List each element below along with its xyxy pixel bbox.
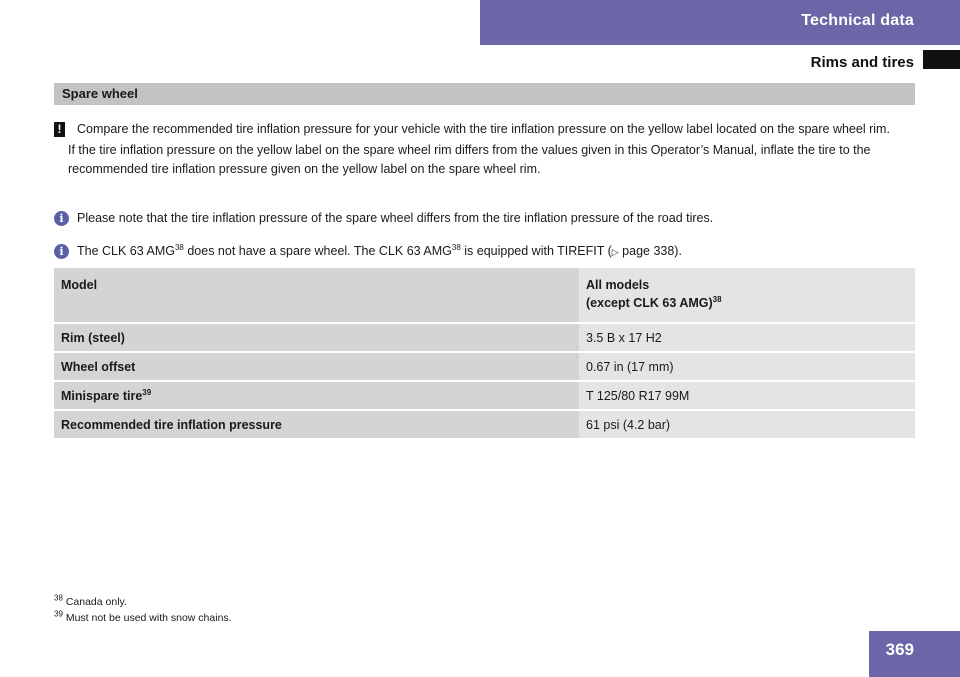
chapter-title: Technical data: [801, 12, 914, 29]
exclamation-icon: !: [54, 122, 65, 137]
info-icon: i: [54, 244, 69, 259]
table-row: Rim (steel) 3.5 B x 17 H2: [54, 323, 915, 352]
table-row: Wheel offset 0.67 in (17 mm): [54, 352, 915, 381]
info-text-1: Please note that the tire inflation pressure of the spare wheel differs from the tire inflation pressure of the road tires.: [77, 211, 714, 225]
warning-note: [54, 120, 916, 179]
table-header-row: [54, 268, 915, 323]
info-icon: i: [54, 211, 69, 226]
footnotes: [54, 594, 232, 626]
info-note-1: [54, 209, 916, 228]
page-subtitle: Rims and tires: [810, 54, 914, 71]
page-reference-arrow-icon: ▷: [611, 247, 619, 257]
table-row: Recommended tire inflation pressure 61 psi (4.2 bar): [54, 410, 915, 439]
spare-wheel-spec-table: [54, 268, 915, 440]
section-heading: Spare wheel: [54, 83, 915, 105]
thumb-index-marker: [923, 50, 960, 69]
info-note-2: [54, 242, 916, 262]
footnote: $^{39}$ Must not be used with snow chains.: [54, 609, 232, 624]
table-header-label: Model: [54, 268, 579, 323]
warning-paragraph-1: Compare the recommended tire inflation pressure for your vehicle with the tire inflation pressure on the yellow label located on the spare wheel rim.: [77, 122, 890, 136]
table-header-value: All models (except CLK 63 AMG)$^{38}$: [579, 268, 915, 323]
table-row: Minispare tire$^{39}$ T 125/80 R17 99M: [54, 381, 915, 410]
warning-paragraph-2: If the tire inflation pressure on the yellow label on the spare wheel rim differs from the values given in this Operator’s Manual, inflate the tire to the recommended tire inflation pressure given on the yellow label on the spare wheel rim.: [68, 143, 871, 176]
info-text-2: The CLK 63 AMG$^{38}$ does not have a spare wheel. The CLK 63 AMG$^{38}$ is equipped with TIREFIT (▷ page 338).: [77, 242, 682, 258]
chapter-tab: [480, 0, 960, 45]
footnote: $^{38}$ Canada only.: [54, 593, 127, 608]
page-number: 369: [869, 631, 960, 677]
